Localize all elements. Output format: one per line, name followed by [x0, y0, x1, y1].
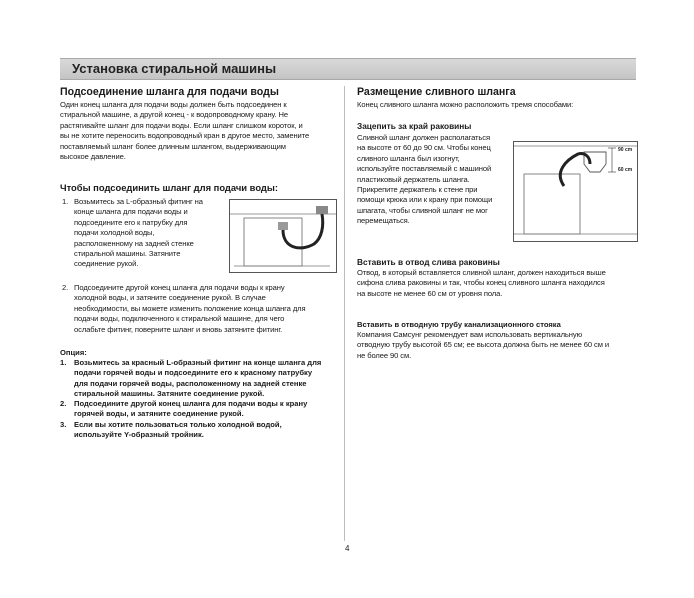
sink-edge-text: Сливной шланг должен располагаться на высоте от 60 до 90 см. Чтобы конец сливного шланга был изогнут, используйте поставляемый с машиной пластиковый держатель шланга. Прикрепите держатель к стене при помощи крюка или к крану при помощи шпагата, чтобы сливной шланг не мог перемещаться.	[357, 133, 493, 226]
standpipe-text: Компания Самсунг рекомендует вам использовать вертикальную отводную трубу высотой 65 см; ее высота должна быть не менее 60 см и не более 90 см.	[357, 330, 609, 360]
sink-edge-title: Зацепить за край раковины	[357, 121, 472, 131]
water-hose-intro: Один конец шланга для подачи воды должен быть подсоединен к стиральной машине, а другой конец - к водопроводному крану. Не растягивайте шланг для подачи воды. Если шланг слишком короток, и вы не хотите переносить водопроводный кран в другое место, замените поставляемый шланг более длинным шлангом, выдерживающим высокое давление.	[60, 100, 310, 162]
step2-number: 2.	[62, 283, 69, 292]
sink-drain-title: Вставить в отвод слива раковины	[357, 257, 500, 267]
drain-hose-figure	[513, 141, 638, 242]
section-title: Установка стиральной машины	[72, 61, 277, 76]
section-header-bar	[60, 58, 636, 80]
option2-text: Подсоедините другой конец шланга для подачи воды к крану горячей воды, и затяните соединение рукой.	[74, 399, 308, 419]
hose-connection-illustration	[230, 200, 336, 272]
step2-text: Подсоедините другой конец шланга для подачи воды к крану холодной воды, и затяните соединение рукой. В случае необходимости, вы можете изменить положение конца шланга для подачи воды, подключенного к стиральной машине, для чего ослабьте фитинг, поверните шланг и вновь затяните фитинг.	[74, 283, 306, 334]
height-60cm-label: 60 cm	[618, 167, 633, 173]
option1-number: 1.	[60, 358, 67, 367]
step1-text: Возьмитесь за L-образный фитинг на конце шланга для подачи воды и подсоедините его к патрубку для подачи холодной воды, расположенному на задней стенке стиральной машины. Затяните соединение рукой.	[74, 197, 203, 269]
page-number: 4	[345, 544, 350, 553]
column-divider	[344, 86, 345, 541]
step1-number: 1.	[62, 197, 69, 206]
drain-hose-illustration	[514, 142, 637, 241]
height-90cm-label: 90 cm	[618, 147, 633, 153]
drain-hose-heading: Размещение сливного шланга	[357, 86, 516, 98]
sink-drain-text: Отвод, в который вставляется сливной шланг, должен находиться выше сифона слива раковины и так, чтобы конец сливного шланга находился на высоте не менее 60 см от уровня пола.	[357, 268, 606, 298]
standpipe-title: Вставить в отводную трубу канализационного стояка	[357, 320, 561, 329]
option2-number: 2.	[60, 399, 67, 408]
option1-text: Возьмитесь за красный L-образный фитинг на конце шланга для подачи горячей воды и подсоедините его к красному патрубку для подачи горячей воды, расположенному на задней стенке стиральной машины. Затяните соединение рукой.	[74, 358, 322, 399]
connect-subheading: Чтобы подсоединить шланг для подачи воды:	[60, 182, 278, 193]
water-hose-heading: Подсоединение шланга для подачи воды	[60, 86, 279, 98]
hose-connection-figure	[229, 199, 337, 273]
option-label: Опция:	[60, 348, 87, 357]
drain-hose-intro: Конец сливного шланга можно расположить тремя способами:	[357, 100, 574, 109]
option3-text: Если вы хотите пользоваться только холодной водой, используйте Y-образный тройник.	[74, 420, 282, 440]
option3-number: 3.	[60, 420, 67, 429]
